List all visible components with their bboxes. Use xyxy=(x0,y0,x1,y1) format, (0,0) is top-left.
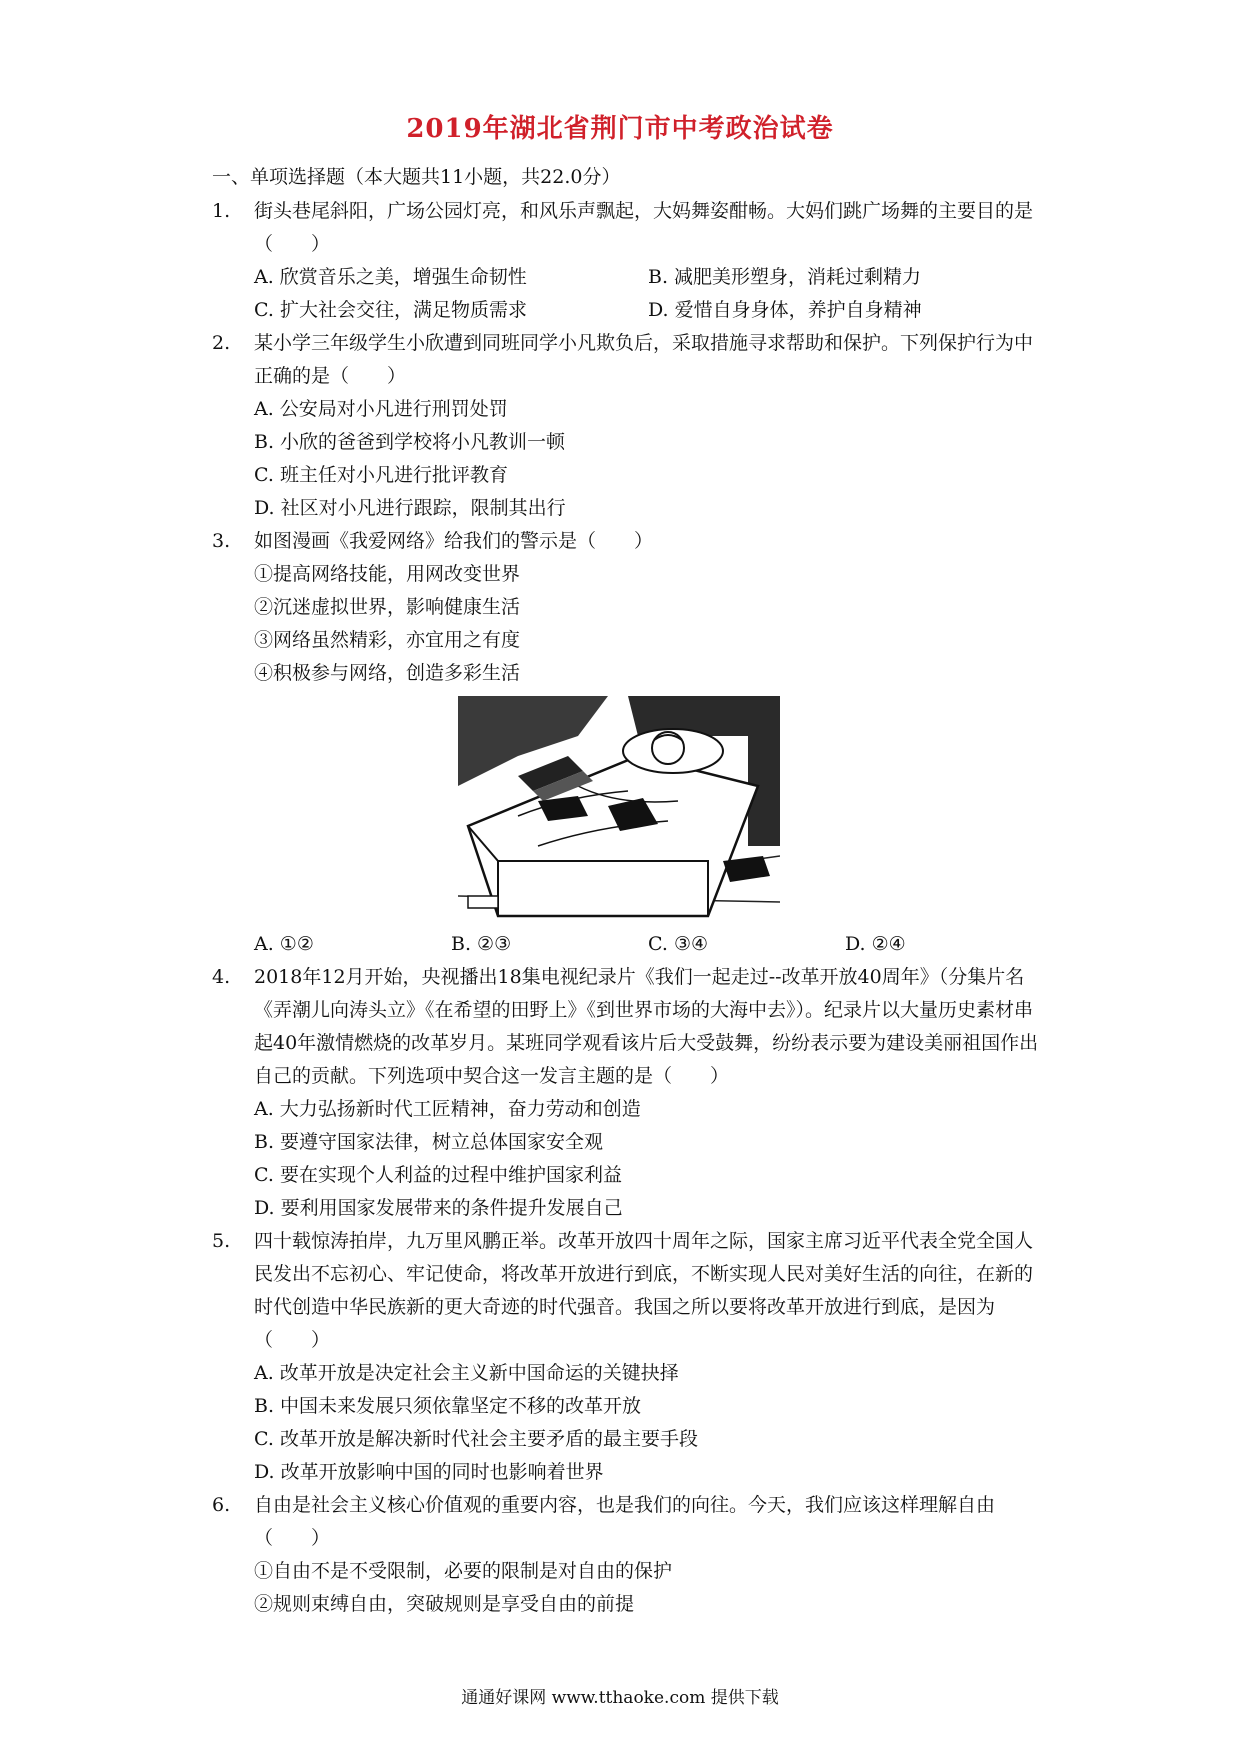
option-d: D. 爱惜自身身体，养护自身精神 xyxy=(648,299,922,321)
question-number: 1. xyxy=(212,200,231,222)
section-heading: 一、单项选择题（本大题共11小题，共22.0分） xyxy=(212,166,621,188)
question-list xyxy=(212,195,1042,1621)
option-b: B. 小欣的爸爸到学校将小凡教训一顿 xyxy=(254,431,566,453)
option-b: B. ②③ xyxy=(451,933,512,955)
question-stem: 如图漫画《我爱网络》给我们的警示是（ ） xyxy=(254,530,654,552)
option-a: A. 欣赏音乐之美，增强生命韧性 xyxy=(254,266,527,288)
statement-4: ④积极参与网络，创造多彩生活 xyxy=(254,662,521,684)
question-stem: 街头巷尾斜阳，广场公园灯亮，和风乐声飘起，大妈舞姿酣畅。大妈们跳广场舞的主要目的是（ ） xyxy=(254,200,1034,255)
option-a: A. 改革开放是决定社会主义新中国命运的关键抉择 xyxy=(254,1362,679,1384)
option-d: D. ②④ xyxy=(845,933,906,955)
question-stem: 某小学三年级学生小欣遭到同班同学小凡欺负后，采取措施寻求帮助和保护。下列保护行为中正确的是（ ） xyxy=(254,332,1034,387)
option-b: B. 中国未来发展只须依靠坚定不移的改革开放 xyxy=(254,1395,642,1417)
options xyxy=(254,928,1042,961)
question-stem: 自由是社会主义核心价值观的重要内容，也是我们的向往。今天，我们应该这样理解自由（ ） xyxy=(254,1494,996,1549)
option-c: C. ③④ xyxy=(648,933,709,955)
page-title: 2019年湖北省荆门市中考政治试卷 xyxy=(406,114,834,144)
footer-watermark: 通通好课网 www.tthaoke.com 提供下载 xyxy=(461,1688,779,1708)
question-1 xyxy=(212,195,1042,327)
option-b: B. 要遵守国家法律，树立总体国家安全观 xyxy=(254,1131,604,1153)
question-5 xyxy=(212,1225,1042,1489)
option-a: A. 公安局对小凡进行刑罚处罚 xyxy=(254,398,508,420)
option-d: D. 改革开放影响中国的同时也影响着世界 xyxy=(254,1461,604,1483)
option-c: C. 扩大社会交往，满足物质需求 xyxy=(254,299,527,321)
option-d: D. 要利用国家发展带来的条件提升发展自己 xyxy=(254,1197,623,1219)
question-number: 2. xyxy=(212,332,231,354)
question-4 xyxy=(212,961,1042,1225)
question-number: 3. xyxy=(212,530,231,552)
question-number: 6. xyxy=(212,1494,231,1516)
option-c: C. 班主任对小凡进行批评教育 xyxy=(254,464,508,486)
option-c: C. 要在实现个人利益的过程中维护国家利益 xyxy=(254,1164,622,1186)
option-a: A. ①② xyxy=(254,933,314,955)
question-stem: 2018年12月开始，央视播出18集电视纪录片《我们一起走过--改革开放40周年》（分集片名《弄潮儿向涛头立》《在希望的田野上》《到世界市场的大海中去》）。纪录片以大量历史素材串起40年激情燃烧的改革岁月。某班同学观看该片后大受鼓舞，纷纷表示要为建设美丽祖国作出自己的贡献。下列选项中契合这一发言主题的是（ ） xyxy=(254,966,1039,1087)
statement-1: ①提高网络技能，用网改变世界 xyxy=(254,563,521,585)
cartoon-illustration xyxy=(458,696,780,922)
option-c: C. 改革开放是解决新时代社会主要矛盾的最主要手段 xyxy=(254,1428,698,1450)
option-a: A. 大力弘扬新时代工匠精神，奋力劳动和创造 xyxy=(254,1098,641,1120)
option-b: B. 减肥美形塑身，消耗过剩精力 xyxy=(648,266,922,288)
question-6 xyxy=(212,1489,1042,1621)
statement-1: ①自由不是不受限制，必要的限制是对自由的保护 xyxy=(254,1560,673,1582)
question-3 xyxy=(212,525,1042,961)
option-d: D. 社区对小凡进行跟踪，限制其出行 xyxy=(254,497,566,519)
statement-2: ②规则束缚自由，突破规则是享受自由的前提 xyxy=(254,1593,635,1615)
question-stem: 四十载惊涛拍岸，九万里风鹏正举。改革开放四十周年之际，国家主席习近平代表全党全国人民发出不忘初心、牢记使命，将改革开放进行到底，不断实现人民对美好生活的向往，在新的时代创造中华民族新的更大奇迹的时代强音。我国之所以要将改革开放进行到底，是因为（ ） xyxy=(254,1230,1034,1351)
options xyxy=(254,261,1042,327)
question-number: 5. xyxy=(212,1230,231,1252)
question-2 xyxy=(212,327,1042,525)
statement-2: ②沉迷虚拟世界，影响健康生活 xyxy=(254,596,521,618)
statement-3: ③网络虽然精彩，亦宜用之有度 xyxy=(254,629,521,651)
question-number: 4. xyxy=(212,966,231,988)
